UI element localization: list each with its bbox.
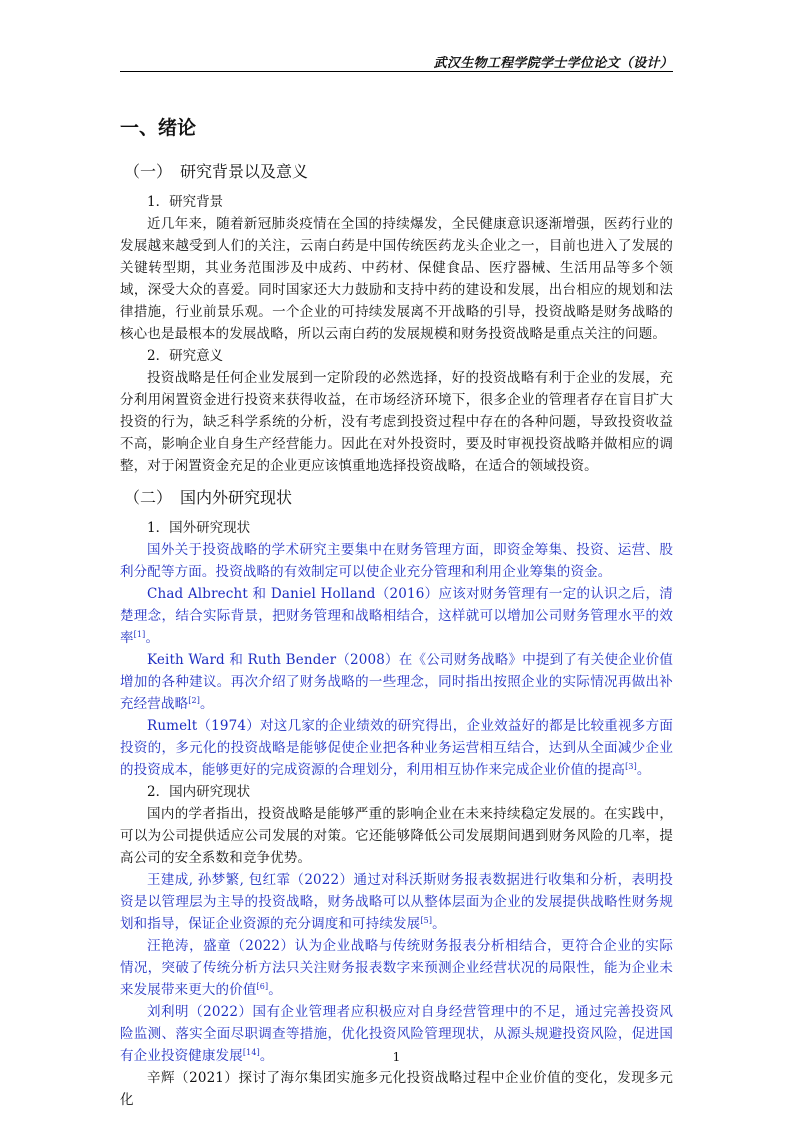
paragraph-end: 。 (259, 1048, 274, 1064)
paragraph-text: Chad Albrecht 和 Daniel Holland（2016）应该对财务管理有一定的认识之后，清楚理念，结合实际背景，把财务管理和战略相结合，这样就可以增加公司财务管理水平的效率 (120, 586, 673, 646)
running-header: 武汉生物工程学院学士学位论文（设计） (433, 56, 673, 71)
subsection-heading: 1．研究背景 (147, 194, 224, 210)
citation-ref: [14] (242, 1048, 260, 1057)
body-paragraph (120, 1067, 673, 1111)
section-number: （一） (124, 162, 173, 181)
citation-paragraph (120, 583, 673, 649)
citation-ref: [6] (256, 982, 269, 991)
citation-paragraph (120, 649, 673, 715)
citation-paragraph (120, 935, 673, 1001)
citation-paragraph (120, 869, 673, 935)
subsection-heading: 2．国内研究现状 (147, 784, 251, 800)
citation-paragraph (120, 539, 673, 583)
body-paragraph (120, 803, 673, 869)
section-title: 国内外研究现状 (180, 488, 293, 507)
header-rule (120, 71, 673, 72)
section-heading (120, 483, 673, 513)
subsection-heading: 1．国外研究现状 (147, 520, 251, 536)
section-title: 研究背景以及意义 (180, 162, 309, 181)
section-heading (120, 157, 673, 187)
paragraph-text: 国内的学者指出，投资战略是能够严重的影响企业在未来持续稳定发展的。在实践中，可以为公司提供适应公司发展的对策。它还能够降低公司发展期间遇到财务风险的几率，提高公司的安全系数和竞争优势。 (120, 806, 673, 866)
paragraph-text: Rumelt（1974）对这几家的企业绩效的研究得出，企业效益好的都是比较重视多方面投资的，多元化的投资战略是能够促使企业把各种业务运营相互结合，达到从全面减少企业的投资成本，能够更好的完成资源的合理划分，利用相互协作来完成企业价值的提高 (120, 718, 673, 778)
paragraph-text: 王建成, 孙梦繁, 包红霏（2022）通过对科沃斯财务报表数据进行收集和分析，表明投资是以管理层为主导的投资战略，财务战略可以从整体层面为企业的发展提供战略性财务规划和指导，保证企业资源的充分调度和可持续发展 (120, 872, 673, 932)
paragraph-end: 。 (145, 630, 160, 646)
paragraph-text: 汪艳涛，盛童（2022）认为企业战略与传统财务报表分析相结合，更符合企业的实际情况，突破了传统分析方法只关注财务报表数字来预测企业经营状况的局限性，能为企业未来发展带来更大的价值 (120, 938, 673, 998)
main-content (120, 113, 673, 1111)
citation-ref: [5] (420, 916, 433, 925)
citation-ref: [3] (625, 762, 637, 771)
paragraph-text: Keith Ward 和 Ruth Bender（2008）在《公司财务战略》中提到了有关使企业价值增加的各种建议。再次介绍了财务战略的一些理念，同时指出按照企业的实际情况再做出补充经营战略 (120, 652, 673, 712)
subsection-heading: 2．研究意义 (147, 348, 224, 364)
paragraph-text: 辛辉（2021）探讨了海尔集团实施多元化投资战略过程中企业价值的变化，发现多元化 (120, 1070, 673, 1108)
paragraph-text: 刘利明（2022）国有企业管理者应积极应对自身经营管理中的不足，通过完善投资风险监测、落实全面尽职调查等措施，优化投资风险管理现状，从源头规避投资风险，促进国有企业投资健康发展 (120, 1004, 673, 1064)
citation-ref: [1] (133, 630, 146, 639)
page-number: 1 (392, 1050, 401, 1064)
section-number: （二） (124, 488, 173, 507)
citation-ref: [2] (188, 696, 201, 705)
paragraph-text: 国外关于投资战略的学术研究主要集中在财务管理方面，即资金筹集、投资、运营、股利分配等方面。投资战略的有效制定可以使企业充分管理和利用企业筹集的资金。 (120, 542, 673, 580)
paragraph-end: 。 (636, 762, 651, 778)
chapter-title: 一、绪论 (120, 117, 197, 139)
paragraph-end: 。 (200, 696, 214, 712)
paragraph-end: 。 (432, 916, 446, 932)
paragraph-end: 。 (268, 982, 282, 998)
body-paragraph: 投资战略是任何企业发展到一定阶段的必然选择，好的投资战略有利于企业的发展，充分利用闲置资金进行投资来获得收益，在市场经济环境下，很多企业的管理者存在盲目扩大投资的行为，缺乏科学系统的分析，没有考虑到投资过程中存在的各种问题，导致投资收益不高，影响企业自身生产经营能力。因此在对外投资时，要及时审视投资战略并做相应的调整，对于闲置资金充足的企业更应该慎重地选择投资战略，在适合的领域投资。 (120, 370, 673, 474)
body-paragraph: 近几年来，随着新冠肺炎疫情在全国的持续爆发，全民健康意识逐渐增强，医药行业的发展越来越受到人们的关注，云南白药是中国传统医药龙头企业之一，目前也进入了发展的关键转型期，其业务范围涉及中成药、中药材、保健食品、医疗器械、生活用品等多个领域，深受大众的喜爱。同时国家还大力鼓励和支持中药的建设和发展，出台相应的规划和法律措施，行业前景乐观。一个企业的可持续发展离不开战略的引导，投资战略是财务战略的核心也是最根本的发展战略，所以云南白药的发展规模和财务投资战略是重点关注的问题。 (120, 216, 673, 342)
citation-paragraph (120, 715, 673, 781)
